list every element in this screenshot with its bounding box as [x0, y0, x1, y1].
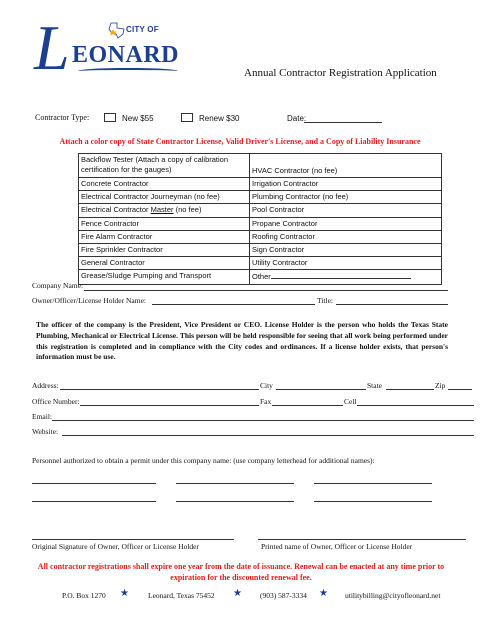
table-row	[79, 270, 442, 284]
contractor-option-backflow-tester[interactable]: Backflow Tester (Attach a copy of calibration certification for the gauges)	[79, 154, 250, 178]
city-label: City	[260, 381, 273, 390]
company-name-field[interactable]	[84, 290, 448, 291]
date-label: Date:	[287, 114, 307, 123]
table-row	[79, 154, 442, 178]
table-row	[79, 191, 442, 204]
contractor-option-roofing[interactable]: Roofing Contractor	[250, 230, 442, 243]
license-holder-notice: The officer of the company is the President, Vice President or CEO. License Holder is the person who holds the Texas State Plumbing, Mechanical or Electrical License. This person will be held responsible for seeing that all work being performed under this registration is completed and in compliance with the City codes and ordinances. If a license holder exists, that person's information must be use.	[36, 320, 448, 362]
contractor-option-electrical-journeyman[interactable]: Electrical Contractor Journeyman (no fee)	[79, 191, 250, 204]
table-row	[79, 178, 442, 191]
title-label: Title:	[317, 296, 333, 305]
renew-checkbox[interactable]	[181, 113, 193, 122]
star-icon: ★	[233, 588, 242, 599]
electrical-prefix: Electrical Contractor	[81, 205, 151, 215]
logo-initial: L	[34, 12, 70, 83]
zip-label: Zip	[435, 381, 446, 390]
owner-name-label: Owner/Officer/License Holder Name:	[32, 296, 146, 305]
title-field[interactable]	[336, 304, 448, 305]
texas-outline-icon	[108, 21, 126, 39]
address-label: Address:	[32, 381, 59, 390]
company-name-label: Company Name:	[32, 281, 84, 290]
expiration-notice: All contractor registrations shall expire one year from the date of issuance. Renewal can be enacted at any time prior to expiration for the discounted renewal fee.	[37, 562, 445, 582]
email-label: Email:	[32, 412, 52, 421]
date-field[interactable]	[304, 122, 382, 123]
state-label: State	[367, 381, 382, 390]
master-suffix: (no fee)	[173, 205, 202, 215]
personnel-name-field[interactable]	[32, 483, 156, 484]
logo-wordmark: EONARD	[72, 42, 180, 68]
table-row	[79, 230, 442, 243]
fax-field[interactable]	[272, 405, 343, 406]
contractor-option-sign[interactable]: Sign Contractor	[250, 244, 442, 257]
table-row	[79, 217, 442, 230]
personnel-label: Personnel authorized to obtain a permit under this company name: (use company letterhead for additional names):	[32, 456, 375, 465]
office-number-field[interactable]	[80, 405, 259, 406]
address-field[interactable]	[60, 389, 259, 390]
footer-phone: (903) 587-3334	[260, 591, 307, 600]
zip-field[interactable]	[448, 389, 472, 390]
contractor-option-pool[interactable]: Pool Contractor	[250, 204, 442, 217]
office-number-label: Office Number:	[32, 397, 80, 406]
contractor-option-fence[interactable]: Fence Contractor	[79, 217, 250, 230]
renew-fee-label: Renew $30	[199, 114, 240, 123]
original-signature-label: Original Signature of Owner, Officer or License Holder	[32, 542, 200, 551]
new-fee-label: New $55	[122, 114, 154, 123]
new-checkbox[interactable]	[104, 113, 116, 122]
fax-label: Fax	[260, 397, 272, 406]
printed-name-field[interactable]	[258, 539, 466, 540]
contractor-option-fire-sprinkler[interactable]: Fire Sprinkler Contractor	[79, 244, 250, 257]
personnel-name-field[interactable]	[32, 501, 156, 502]
contractor-option-utility[interactable]: Utility Contractor	[250, 257, 442, 270]
form-title: Annual Contractor Registration Application	[244, 67, 437, 79]
contractor-option-electrical-master[interactable]	[79, 204, 250, 217]
master-word: Master	[150, 205, 174, 215]
star-icon: ★	[319, 588, 328, 599]
website-label: Website:	[32, 427, 59, 436]
personnel-name-field[interactable]	[176, 483, 294, 484]
contractor-option-fire-alarm[interactable]: Fire Alarm Contractor	[79, 230, 250, 243]
footer-po-box: P.O. Box 1270	[62, 591, 106, 600]
contractor-option-concrete[interactable]: Concrete Contractor	[79, 178, 250, 191]
personnel-name-field[interactable]	[314, 483, 432, 484]
contractor-option-irrigation[interactable]: Irrigation Contractor	[250, 178, 442, 191]
other-label: Other	[252, 272, 271, 282]
contractor-option-plumbing[interactable]: Plumbing Contractor (no fee)	[250, 191, 442, 204]
contractor-option-propane[interactable]: Propane Contractor	[250, 217, 442, 230]
personnel-name-field[interactable]	[176, 501, 294, 502]
star-icon: ★	[120, 588, 129, 599]
footer-email: utilitybilling@cityofleonard.net	[345, 591, 441, 600]
logo-swoosh	[78, 68, 178, 74]
contractor-type-label: Contractor Type:	[35, 113, 90, 122]
other-field[interactable]	[271, 271, 411, 279]
owner-name-field[interactable]	[152, 304, 315, 305]
logo-city-of-text: CITY OF	[126, 25, 159, 34]
city-field[interactable]	[276, 389, 366, 390]
city-of-leonard-logo	[30, 12, 180, 90]
personnel-name-field[interactable]	[314, 501, 432, 502]
state-field[interactable]	[386, 389, 434, 390]
contractor-option-hvac[interactable]: HVAC Contractor (no fee)	[250, 154, 442, 178]
contractor-type-table	[78, 153, 442, 285]
table-row	[79, 204, 442, 217]
email-field[interactable]	[52, 420, 474, 421]
attachment-instruction: Attach a color copy of State Contractor License, Valid Driver's License, and a Copy of Liability Insurance	[59, 137, 421, 146]
contractor-option-grease-sludge[interactable]: Grease/Sludge Pumping and Transport	[79, 270, 250, 284]
contractor-option-general[interactable]: General Contractor	[79, 257, 250, 270]
printed-name-label: Printed name of Owner, Officer or License Holder	[261, 542, 413, 551]
table-row	[79, 257, 442, 270]
cell-label: Cell	[344, 397, 357, 406]
original-signature-field[interactable]	[32, 539, 234, 540]
contractor-option-other[interactable]	[250, 270, 442, 284]
website-field[interactable]	[62, 435, 474, 436]
cell-field[interactable]	[357, 405, 474, 406]
footer-city: Leonard, Texas 75452	[148, 591, 215, 600]
table-row	[79, 244, 442, 257]
